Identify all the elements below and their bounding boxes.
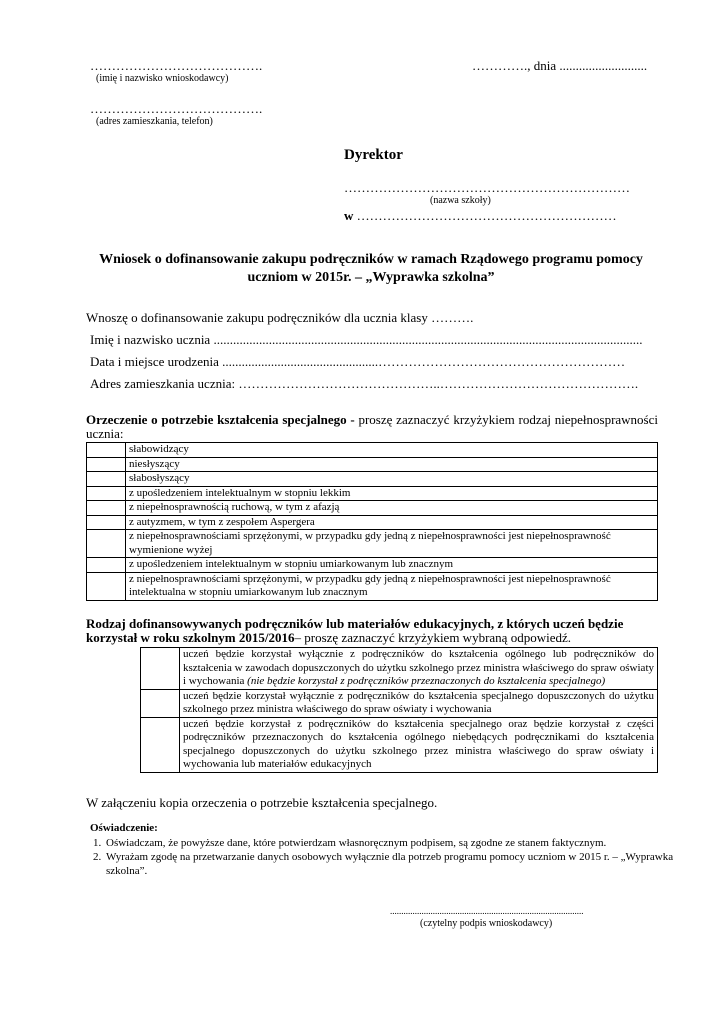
checkbox-cell[interactable]: [141, 648, 180, 690]
textbook-heading: [86, 617, 658, 645]
recipient-title: Dyrektor: [344, 147, 403, 163]
applicant-address-label: (adres zamieszkania, telefon): [96, 116, 213, 127]
checkbox-cell[interactable]: [87, 558, 126, 573]
disability-option: słabosłyszący: [126, 472, 658, 487]
table-row: [87, 572, 658, 600]
student-birth-line: Data i miejsce urodzenia ................................................…………………………………………………: [90, 354, 626, 369]
disability-heading-bold: Orzeczenie o potrzebie kształcenia specjalnego -: [86, 412, 355, 427]
checkbox-cell[interactable]: [87, 530, 126, 558]
textbook-table: [140, 647, 658, 773]
date-line: …………., dnia ...........................: [472, 58, 648, 73]
table-row: [87, 472, 658, 487]
textbook-option: uczeń będzie korzystał z podręczników do kształcenia specjalnego oraz będzie korzystał z części podręczników przeznaczonych do kształcenia ogólnego niebędących podręcznikami do kształcenia specjalnego dopuszczonych do użytku szkolnego przez ministra właściwego do spraw oświaty i wychowania lub materiałów edukacyjnych: [180, 717, 658, 772]
table-row: [87, 443, 658, 458]
school-name-label: (nazwa szkoły): [430, 195, 491, 206]
applicant-name-label: (imię i nazwisko wnioskodawcy): [96, 73, 229, 84]
school-location-line: [344, 208, 617, 224]
textbook-option-text: uczeń będzie korzystał wyłącznie z podręczników do kształcenia ogólnego lub podręczników do kształcenia w zawodach dopuszczonych do użytku szkolnego przez ministra właściwego do spraw oświaty i wychowania: [183, 648, 654, 687]
list-item: 1. Oświadczam, że powyższe dane, które potwierdzam własnoręcznym podpisem, są zgodne ze stanem faktycznym.: [104, 836, 684, 850]
signature-dots: ......................................................................................: [390, 906, 584, 916]
table-row: [87, 558, 658, 573]
disability-heading-rest: proszę zaznaczyć krzyżykiem rodzaj niepełnosprawności ucznia:: [86, 412, 658, 441]
table-row: [87, 515, 658, 530]
disability-table: [86, 442, 658, 601]
applicant-name-dots: ………………………………….: [90, 58, 263, 73]
school-name-dots: …………………………………………………………: [344, 180, 630, 195]
table-row: [141, 689, 658, 717]
textbook-heading-rest: – proszę zaznaczyć krzyżykiem wybraną odpowiedź.: [294, 630, 571, 645]
textbook-option: uczeń będzie korzystał wyłącznie z podręczników do kształcenia specjalnego dopuszczonych do użytku szkolnego przez ministra właściwego do spraw oświaty i wychowania: [180, 689, 658, 717]
checkbox-cell[interactable]: [87, 472, 126, 487]
attachment-note: W załączeniu kopia orzeczenia o potrzebie kształcenia specjalnego.: [86, 795, 438, 810]
list-item: 2. Wyrażam zgodę na przetwarzanie danych osobowych wyłącznie dla potrzeb programu pomocy uczniom w 2015 r. – „Wyprawka szkolna”.: [104, 850, 684, 878]
disability-option: z upośledzeniem intelektualnym w stopniu lekkim: [126, 486, 658, 501]
table-row: [87, 530, 658, 558]
checkbox-cell[interactable]: [87, 443, 126, 458]
disability-option: z niepełnosprawnościami sprzężonymi, w przypadku gdy jedną z niepełnosprawności jest niepełnosprawność intelektualna w stopniu umiarkowanym lub znacznym: [126, 572, 658, 600]
checkbox-cell[interactable]: [87, 486, 126, 501]
disability-option: niesłyszący: [126, 457, 658, 472]
w-prefix: w: [344, 208, 354, 223]
checkbox-cell[interactable]: [87, 457, 126, 472]
textbook-heading-bold: Rodzaj dofinansowywanych podręczników lub materiałów edukacyjnych, z których uczeń będzie korzystał w roku szkolnym 2015/2016: [86, 616, 624, 645]
textbook-option-note: (nie będzie korzystał z podręczników przeznaczonych do kształcenia specjalnego): [247, 675, 606, 687]
form-title: Wniosek o dofinansowanie zakupu podręczników w ramach Rządowego programu pomocy uczniom w 2015r. – „Wyprawka szkolna”: [99, 252, 643, 285]
disability-heading: [86, 413, 658, 441]
student-address-line: Adres zamieszkania ucznia: ………………………………………..……………………………………….: [90, 376, 639, 391]
table-row: [141, 717, 658, 772]
student-name-line: Imię i nazwisko ucznia ....................................................................................................................................: [90, 332, 643, 347]
checkbox-cell[interactable]: [87, 515, 126, 530]
textbook-option: [180, 648, 658, 690]
disability-option: z upośledzeniem intelektualnym w stopniu umiarkowanym lub znacznym: [126, 558, 658, 573]
table-row: [141, 648, 658, 690]
checkbox-cell[interactable]: [87, 501, 126, 516]
table-row: [87, 457, 658, 472]
disability-option: z niepełnosprawnością ruchową, w tym z afazją: [126, 501, 658, 516]
checkbox-cell[interactable]: [141, 717, 180, 772]
table-row: [87, 486, 658, 501]
applicant-address-dots: ………………………………….: [90, 101, 263, 116]
declaration-heading: Oświadczenie:: [90, 822, 158, 834]
declaration-list: [86, 836, 684, 878]
checkbox-cell[interactable]: [141, 689, 180, 717]
table-row: [87, 501, 658, 516]
checkbox-cell[interactable]: [87, 572, 126, 600]
disability-option: słabowidzący: [126, 443, 658, 458]
disability-option: z niepełnosprawnościami sprzężonymi, w przypadku gdy jedną z niepełnosprawności jest niepełnosprawność wymienione wyżej: [126, 530, 658, 558]
request-class-line: Wnoszę o dofinansowanie zakupu podręczników dla ucznia klasy ……….: [86, 310, 474, 325]
signature-label: (czytelny podpis wnioskodawcy): [420, 918, 553, 929]
disability-option: z autyzmem, w tym z zespołem Aspergera: [126, 515, 658, 530]
school-location-dots: ……………………………………………………: [356, 208, 617, 223]
